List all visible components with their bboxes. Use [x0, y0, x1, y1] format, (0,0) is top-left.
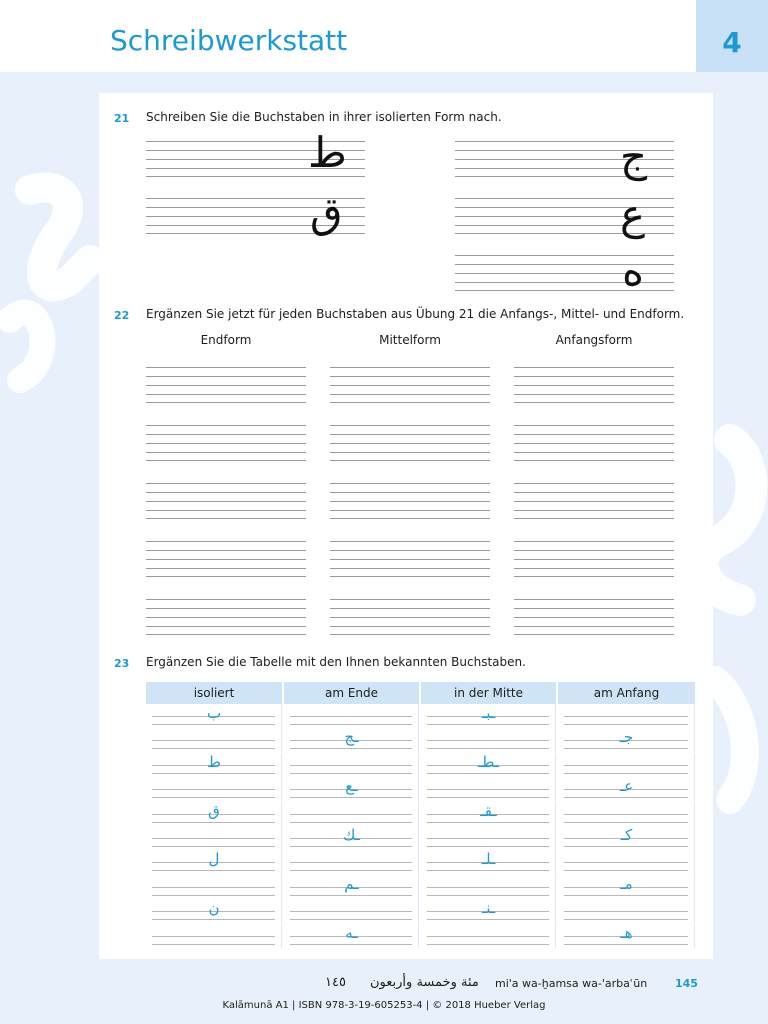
table-cell[interactable]: [284, 777, 419, 801]
table-cell[interactable]: [146, 777, 282, 801]
table-cell[interactable]: [146, 704, 282, 728]
writing-lines-ex22-col3-row5[interactable]: [514, 599, 674, 635]
table-letter: ـبـ: [481, 704, 496, 722]
table-letter: ط: [207, 752, 221, 771]
letter-ta: ط: [308, 128, 347, 177]
table-cell[interactable]: [558, 802, 695, 826]
table-cell[interactable]: [558, 875, 695, 899]
table-cell[interactable]: [421, 728, 556, 752]
column-anfangsform: Anfangsform: [555, 333, 633, 347]
exercise-21-number: 21: [114, 112, 130, 125]
table-cell[interactable]: [146, 728, 282, 752]
writing-lines-ex22-col3-row4[interactable]: [514, 541, 674, 577]
table-cell[interactable]: [421, 753, 556, 777]
table-cell[interactable]: [146, 850, 282, 874]
table-letter: عـ: [619, 777, 634, 796]
table-cell[interactable]: [284, 924, 419, 948]
chapter-number-badge: 4: [696, 0, 768, 72]
exercise-23-number: 23: [114, 657, 130, 670]
table-cell[interactable]: [284, 826, 419, 850]
table-cell[interactable]: [284, 704, 419, 728]
table-letter: ن: [208, 899, 220, 918]
column-endform: Endform: [200, 333, 252, 347]
writing-lines-ex22-col2-row2[interactable]: [330, 425, 490, 461]
table-letter: ـع: [345, 777, 358, 796]
footer-transliteration: mi'a wa-ḫamsa wa-'arbaʿūn: [495, 977, 648, 990]
table-letter: ق: [208, 801, 220, 820]
exercise-22-number: 22: [114, 309, 130, 322]
table-cell[interactable]: [421, 802, 556, 826]
column-mittelform: Mittelform: [379, 333, 441, 347]
table-cell[interactable]: [146, 826, 282, 850]
footer-arabic-words: مئة وخمسة وأربعون: [370, 975, 479, 990]
table-header-in-der-mitte: in der Mitte: [421, 682, 556, 704]
table-cell[interactable]: [558, 899, 695, 923]
page-title: Schreibwerkstatt: [110, 24, 348, 57]
table-cell[interactable]: [558, 826, 695, 850]
table-cell[interactable]: [146, 899, 282, 923]
writing-lines-ex22-col2-row5[interactable]: [330, 599, 490, 635]
writing-lines-ex22-col1-row5[interactable]: [146, 599, 306, 635]
table-letter: ـه: [345, 923, 358, 942]
table-letter: جـ: [619, 728, 634, 747]
table-letter: ـطـ: [477, 752, 500, 771]
table-letter: ـقـ: [480, 801, 497, 820]
table-cell[interactable]: [421, 826, 556, 850]
table-cell[interactable]: [558, 924, 695, 948]
table-letter: ـج: [344, 728, 359, 747]
writing-lines-ex22-col1-row2[interactable]: [146, 425, 306, 461]
table-cell[interactable]: [146, 753, 282, 777]
table-cell[interactable]: [421, 875, 556, 899]
writing-lines-ex22-col3-row3[interactable]: [514, 483, 674, 519]
table-cell[interactable]: [284, 850, 419, 874]
table-cell[interactable]: [558, 753, 695, 777]
table-letter: ـنـ: [481, 899, 496, 918]
table-cell[interactable]: [284, 802, 419, 826]
letter-jim: ج: [620, 132, 648, 181]
table-cell[interactable]: [558, 777, 695, 801]
table-cell[interactable]: [284, 753, 419, 777]
table-cell[interactable]: [421, 899, 556, 923]
table-cell[interactable]: [558, 704, 695, 728]
table-cell[interactable]: [421, 777, 556, 801]
footer-imprint: Kalāmunā A1 | ISBN 978-3-19-605253-4 | © 2018 Hueber Verlag: [222, 1000, 546, 1011]
page-number: 145: [675, 977, 698, 990]
table-letter: مـ: [620, 874, 633, 893]
table-letter: ـم: [344, 874, 359, 893]
writing-lines-ex22-col1-row4[interactable]: [146, 541, 306, 577]
letter-ain: ع: [620, 190, 646, 239]
writing-lines-ex22-col1-row1[interactable]: [146, 367, 306, 403]
table-letter: ب: [206, 704, 222, 722]
exercise-21-instruction: Schreiben Sie die Buchstaben in ihrer isolierten Form nach.: [146, 110, 502, 124]
table-letter: ـلـ: [481, 850, 496, 869]
letter-ha: ه: [622, 246, 645, 295]
table-cell[interactable]: [558, 728, 695, 752]
exercise-22-instruction: Ergänzen Sie jetzt für jeden Buchstaben aus Übung 21 die Anfangs-, Mittel- und Endform.: [146, 307, 685, 321]
writing-lines-ex22-col2-row4[interactable]: [330, 541, 490, 577]
table-cell[interactable]: [421, 850, 556, 874]
table-cell[interactable]: [146, 802, 282, 826]
table-cell[interactable]: [421, 704, 556, 728]
table-header-isoliert: isoliert: [146, 682, 282, 704]
table-letter: كـ: [620, 826, 633, 844]
table-cell[interactable]: [284, 728, 419, 752]
writing-lines-ex22-col1-row3[interactable]: [146, 483, 306, 519]
table-cell[interactable]: [146, 875, 282, 899]
table-letter: هـ: [620, 923, 633, 942]
letter-qaf: ق: [310, 188, 343, 237]
writing-lines-ex22-col3-row1[interactable]: [514, 367, 674, 403]
table-cell[interactable]: [284, 875, 419, 899]
writing-lines-ex22-col2-row1[interactable]: [330, 367, 490, 403]
table-letter: ل: [208, 850, 220, 869]
table-cell[interactable]: [421, 924, 556, 948]
table-cell[interactable]: [558, 850, 695, 874]
exercise-23-instruction: Ergänzen Sie die Tabelle mit den Ihnen bekannten Buchstaben.: [146, 655, 526, 669]
writing-lines-ex22-col2-row3[interactable]: [330, 483, 490, 519]
table-cell[interactable]: [146, 924, 282, 948]
table-cell[interactable]: [284, 899, 419, 923]
footer-arabic-numeral: ١٤٥: [325, 975, 346, 990]
page-header: [0, 0, 768, 72]
writing-lines-ex22-col3-row2[interactable]: [514, 425, 674, 461]
table-header-am-anfang: am Anfang: [558, 682, 695, 704]
table-header-am-ende: am Ende: [284, 682, 419, 704]
table-letter: ـك: [342, 826, 361, 844]
